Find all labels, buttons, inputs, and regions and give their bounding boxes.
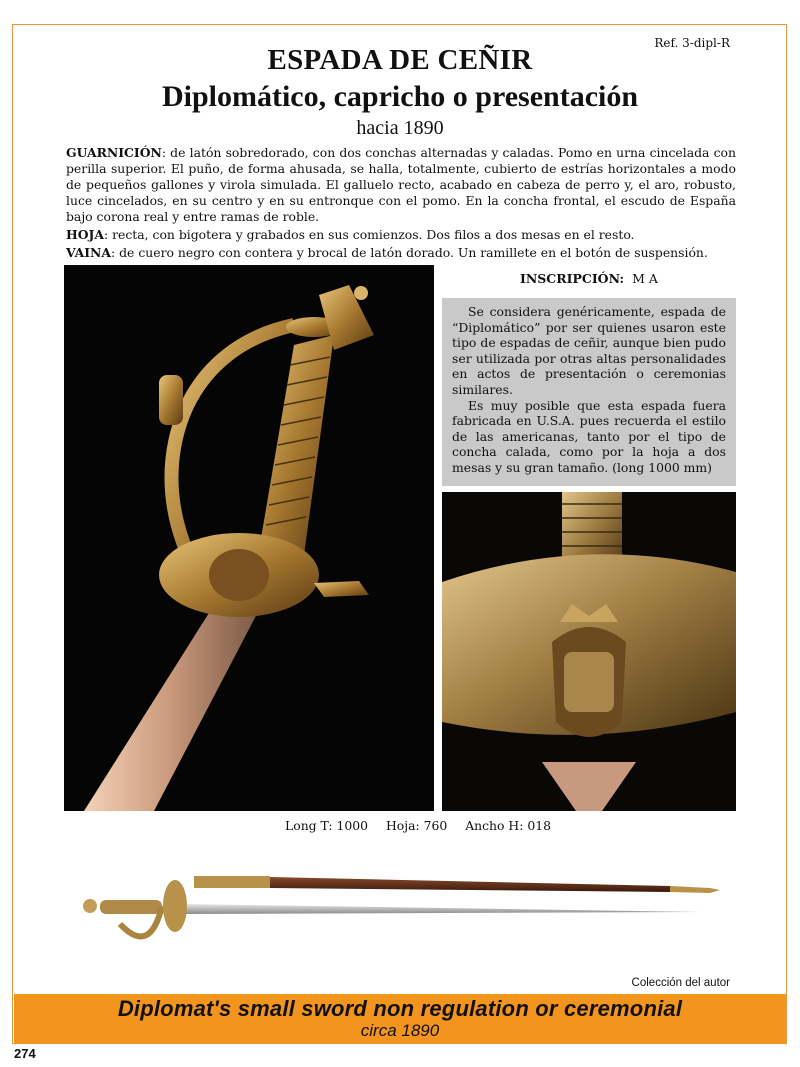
- guard-detail-photo: [442, 492, 736, 811]
- guarnicion-paragraph: [66, 145, 736, 225]
- hilt-photo: [64, 265, 434, 811]
- note-paragraph-2: Es muy posible que esta espada fuera fabricada en U.S.A. pues recuerda el estilo de las americanas, tanto por el tipo de concha calada, como por la hoja a dos mesas y su gran tamaño. (long 1000 mm): [452, 397, 726, 475]
- vaina-label: VAINA: [66, 245, 112, 260]
- reference-code: Ref. 3-dipl-R: [654, 36, 730, 50]
- inscription-label: INSCRIPCIÓN:: [520, 271, 625, 286]
- inscription: [520, 271, 658, 286]
- full-sword-photo: [70, 856, 730, 956]
- collection-credit: Colección del autor: [631, 977, 730, 989]
- guard-detail-illustration: [442, 492, 736, 811]
- hilt-illustration: [64, 265, 434, 811]
- title-main: ESPADA DE CEÑIR: [267, 44, 533, 76]
- hoja-text: : recta, con bigotera y grabados en sus comienzos. Dos filos a dos mesas en el resto.: [103, 227, 635, 242]
- english-subtitle: circa 1890: [360, 1021, 440, 1040]
- vaina-paragraph: [66, 245, 736, 261]
- note-box: [442, 298, 736, 486]
- title-date: hacia 1890: [356, 117, 444, 139]
- guarnicion-text: : de latón sobredorado, con dos conchas alternadas y caladas. Pomo en urna cincelada con perilla superior. El puño, de forma ahusada, se halla, totalmente, cubierto de estrías horizontales a modo de pequeños gallones y virola simulada. El galluelo recto, acabado en cabeza de perro y, el aro, robusto, luce cincelados, en su centro y en su entronque con el pomo. En la concha frontal, el escudo de España bajo corona real y entre ramas de roble.: [66, 145, 736, 224]
- vaina-text: : de cuero negro con contera y brocal de latón dorado. Un ramillete en el botón de suspensión.: [111, 245, 708, 260]
- english-caption-band: [14, 994, 786, 1043]
- guarnicion-label: GUARNICIÓN: [66, 145, 162, 160]
- title-sub: Diplomático, capricho o presentación: [161, 80, 639, 113]
- inscription-value: M A: [632, 271, 658, 286]
- description: [66, 145, 736, 263]
- dimension-ancho: Ancho H: 018: [465, 818, 552, 833]
- note-paragraph-1: Se considera genéricamente, espada de “Diplomático” por ser quienes usaron este tipo de espadas de ceñir, aunque bien pudo ser utilizada por otras altas personalidades en actos de presentación o ceremonias similares.: [452, 304, 726, 397]
- dimension-long: Long T: 1000: [285, 818, 369, 833]
- dimension-hoja: Hoja: 760: [385, 818, 448, 833]
- hoja-paragraph: [66, 227, 736, 243]
- hoja-label: HOJA: [66, 227, 104, 242]
- page-number: 274: [14, 1046, 36, 1061]
- sword-and-scabbard-illustration: [70, 856, 730, 956]
- english-title: Diplomat's small sword non regulation or ceremonial: [117, 996, 683, 1021]
- dimensions: [285, 818, 565, 833]
